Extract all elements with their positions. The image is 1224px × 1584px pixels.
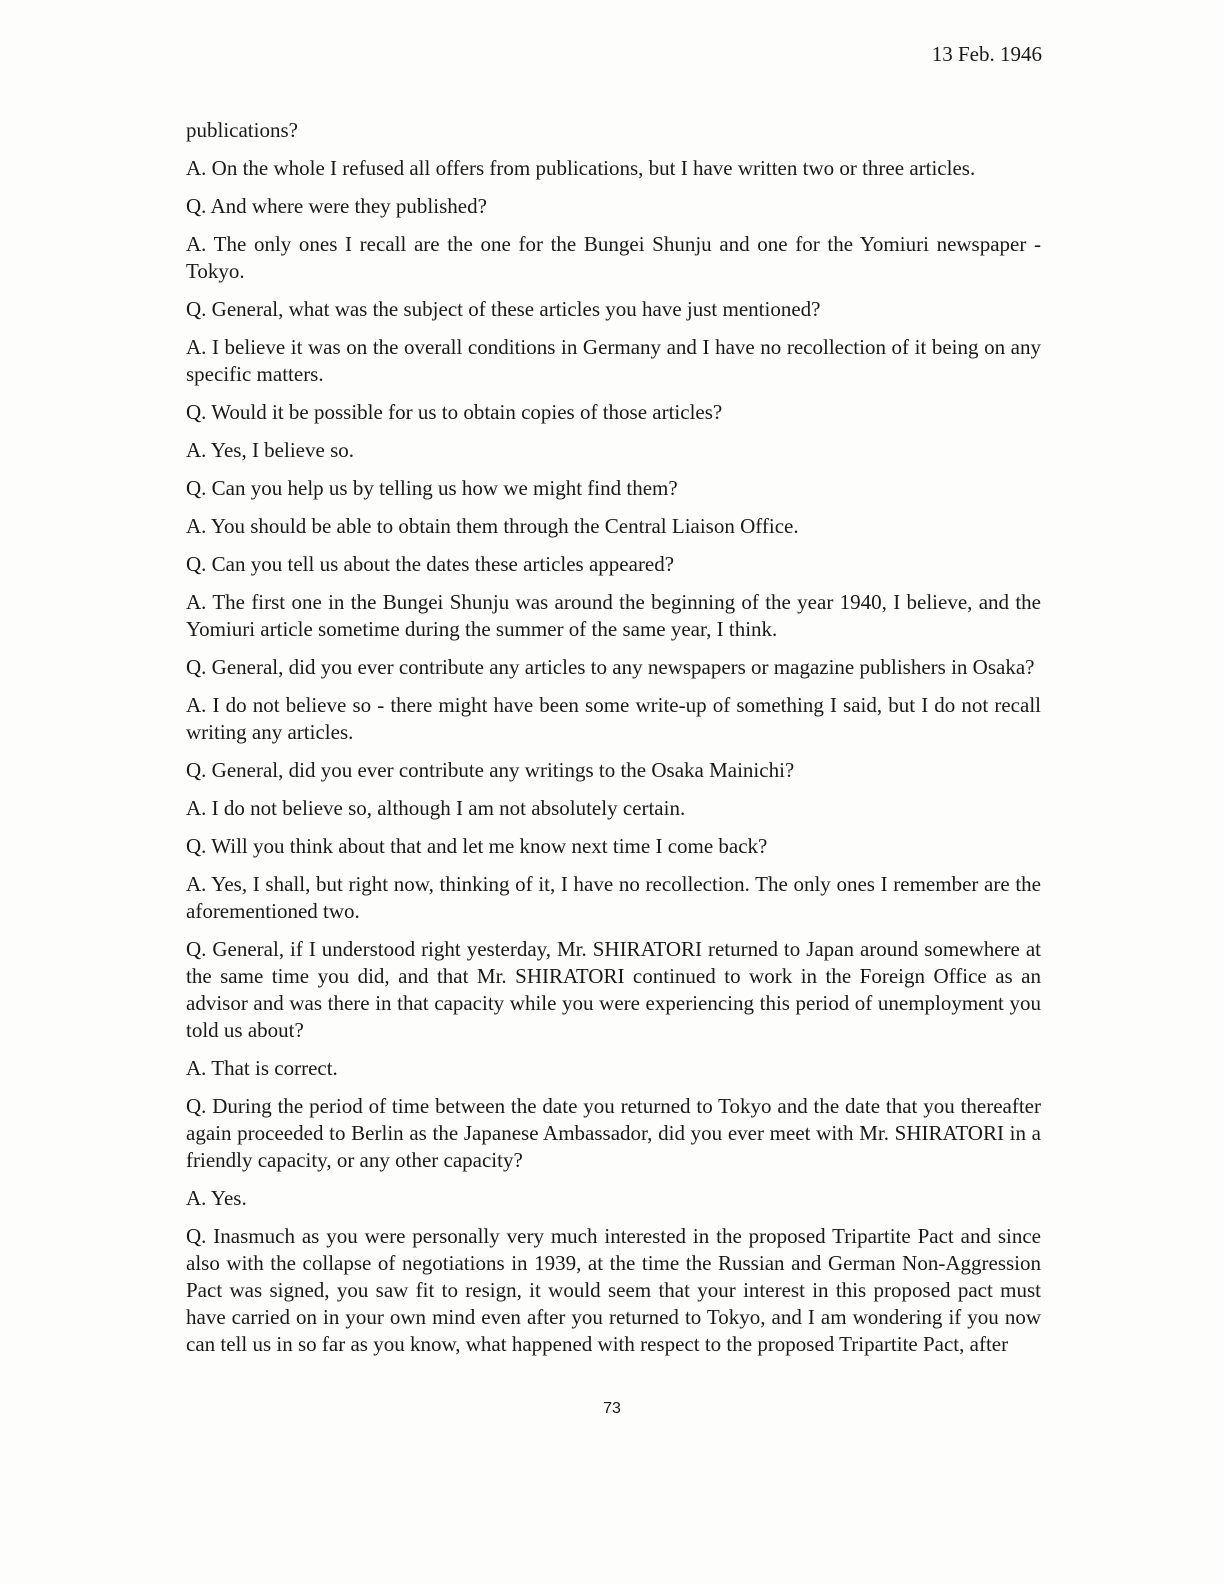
transcript-paragraph: Q. General, did you ever contribute any writings to the Osaka Mainichi? — [186, 758, 795, 782]
transcript-paragraph: publications? — [186, 118, 298, 142]
transcript-paragraph: A. I do not believe so - there might have been some write-up of something I said, but I do not recall writing any articles. — [186, 693, 1041, 744]
page-number: 73 — [603, 1400, 621, 1417]
transcript-paragraph: A. I believe it was on the overall conditions in Germany and I have no recollection of it being on any specific matters. — [186, 335, 1041, 386]
transcript-paragraph: Q. During the period of time between the date you returned to Tokyo and the date that you thereafter again proceeded to Berlin as the Japanese Ambassador, did you ever meet with Mr. SHIRATORI in a friendly capacity, or any other capacity? — [186, 1094, 1041, 1172]
transcript-paragraph: Q. General, if I understood right yesterday, Mr. SHIRATORI returned to Japan around somewhere at the same time you did, and that Mr. SHIRATORI continued to work in the Foreign Office as an advisor and was there in that capacity while you were experiencing this period of unemployment you told us about? — [186, 937, 1041, 1042]
transcript-paragraph: Q. Inasmuch as you were personally very much interested in the proposed Tripartite Pact and since also with the collapse of negotiations in 1939, at the time the Russian and German Non-Aggression Pact was signed, you saw fit to resign, it would seem that your interest in this proposed pact must have carried on in your own mind even after you returned to Tokyo, and I am wondering if you now can tell us in so far as you know, what happened with respect to the proposed Tripartite Pact, after — [186, 1224, 1041, 1356]
transcript-paragraph: A. That is correct. — [186, 1056, 338, 1080]
transcript-paragraph: Q. Will you think about that and let me know next time I come back? — [186, 834, 768, 858]
transcript-paragraph: Q. Can you help us by telling us how we might find them? — [186, 476, 678, 500]
transcript-paragraph: A. The only ones I recall are the one for the Bungei Shunju and one for the Yomiuri newspaper - Tokyo. — [186, 232, 1041, 283]
transcript-paragraph: Q. And where were they published? — [186, 194, 487, 218]
transcript-paragraph: Q. General, did you ever contribute any articles to any newspapers or magazine publishers in Osaka? — [186, 655, 1035, 679]
transcript-paragraph: A. I do not believe so, although I am not absolutely certain. — [186, 796, 686, 820]
transcript-paragraph: A. Yes. — [186, 1186, 247, 1210]
transcript-body — [186, 117, 1041, 1369]
transcript-paragraph: Q. Can you tell us about the dates these articles appeared? — [186, 552, 675, 576]
transcript-paragraph: A. Yes, I believe so. — [186, 438, 354, 462]
transcript-paragraph: Q. General, what was the subject of these articles you have just mentioned? — [186, 297, 821, 321]
transcript-paragraph: A. The first one in the Bungei Shunju was around the beginning of the year 1940, I believe, and the Yomiuri article sometime during the summer of the same year, I think. — [186, 590, 1041, 641]
transcript-paragraph: A. On the whole I refused all offers from publications, but I have written two or three articles. — [186, 156, 976, 180]
page-date: 13 Feb. 1946 — [931, 42, 1042, 66]
transcript-paragraph: A. Yes, I shall, but right now, thinking of it, I have no recollection. The only ones I remember are the aforementioned two. — [186, 872, 1041, 923]
transcript-paragraph: A. You should be able to obtain them through the Central Liaison Office. — [186, 514, 799, 538]
transcript-paragraph: Q. Would it be possible for us to obtain copies of those articles? — [186, 400, 723, 424]
